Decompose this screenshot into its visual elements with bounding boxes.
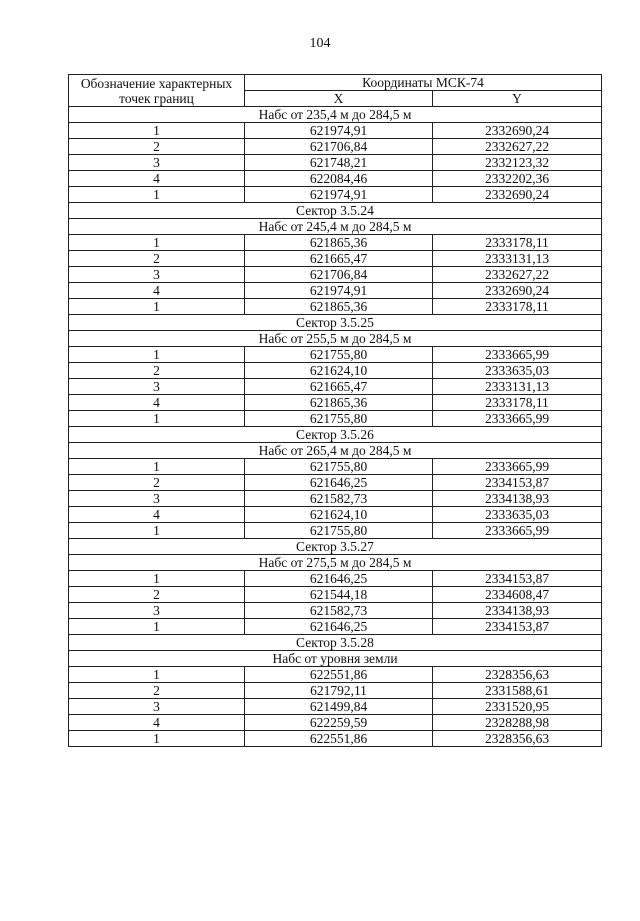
section-row [69, 315, 602, 331]
table-row [69, 411, 602, 427]
section-title: Набс от 235,4 м до 284,5 м [69, 107, 602, 123]
point-number-cell: 1 [69, 523, 245, 539]
table-row [69, 587, 602, 603]
x-coordinate-cell: 621865,36 [245, 299, 433, 315]
section-row [69, 539, 602, 555]
y-coordinate-cell: 2332627,22 [433, 139, 602, 155]
x-coordinate-cell: 622551,86 [245, 731, 433, 747]
x-coordinate-cell: 621499,84 [245, 699, 433, 715]
section-row [69, 219, 602, 235]
point-number-cell: 2 [69, 139, 245, 155]
x-coordinate-cell: 621582,73 [245, 491, 433, 507]
x-coordinate-cell: 621974,91 [245, 283, 433, 299]
x-coordinate-cell: 622259,59 [245, 715, 433, 731]
table-row [69, 123, 602, 139]
y-coordinate-cell: 2333131,13 [433, 251, 602, 267]
table-row [69, 715, 602, 731]
x-coordinate-cell: 622084,46 [245, 171, 433, 187]
section-title: Сектор 3.5.24 [69, 203, 602, 219]
y-coordinate-cell: 2334153,87 [433, 571, 602, 587]
y-coordinate-cell: 2332690,24 [433, 187, 602, 203]
y-coordinate-cell: 2328356,63 [433, 731, 602, 747]
y-coordinate-cell: 2331520,95 [433, 699, 602, 715]
section-title: Набс от 245,4 м до 284,5 м [69, 219, 602, 235]
point-number-cell: 1 [69, 299, 245, 315]
point-number-cell: 4 [69, 395, 245, 411]
section-row [69, 635, 602, 651]
point-number-cell: 2 [69, 475, 245, 491]
x-coordinate-cell: 621624,10 [245, 363, 433, 379]
table-row [69, 187, 602, 203]
table-row [69, 251, 602, 267]
point-number-cell: 2 [69, 683, 245, 699]
x-column-header: X [245, 91, 433, 107]
y-coordinate-cell: 2332202,36 [433, 171, 602, 187]
y-coordinate-cell: 2333178,11 [433, 395, 602, 411]
y-coordinate-cell: 2333635,03 [433, 363, 602, 379]
point-number-cell: 1 [69, 731, 245, 747]
x-coordinate-cell: 621755,80 [245, 347, 433, 363]
point-number-cell: 4 [69, 171, 245, 187]
x-coordinate-cell: 621865,36 [245, 395, 433, 411]
y-coordinate-cell: 2333131,13 [433, 379, 602, 395]
point-number-cell: 1 [69, 619, 245, 635]
table-row [69, 363, 602, 379]
x-coordinate-cell: 621865,36 [245, 235, 433, 251]
section-row [69, 203, 602, 219]
section-title: Сектор 3.5.25 [69, 315, 602, 331]
y-coordinate-cell: 2333665,99 [433, 523, 602, 539]
point-number-cell: 1 [69, 235, 245, 251]
table-row [69, 155, 602, 171]
x-coordinate-cell: 621665,47 [245, 379, 433, 395]
x-coordinate-cell: 622551,86 [245, 667, 433, 683]
y-coordinate-cell: 2333635,03 [433, 507, 602, 523]
table-row [69, 475, 602, 491]
y-coordinate-cell: 2328356,63 [433, 667, 602, 683]
section-row [69, 427, 602, 443]
section-title: Сектор 3.5.26 [69, 427, 602, 443]
y-coordinate-cell: 2334138,93 [433, 603, 602, 619]
y-coordinate-cell: 2333665,99 [433, 411, 602, 427]
table-row [69, 347, 602, 363]
x-coordinate-cell: 621974,91 [245, 187, 433, 203]
point-number-cell: 3 [69, 699, 245, 715]
section-title: Сектор 3.5.28 [69, 635, 602, 651]
y-coordinate-cell: 2333665,99 [433, 459, 602, 475]
y-coordinate-cell: 2332627,22 [433, 267, 602, 283]
table-row [69, 139, 602, 155]
y-coordinate-cell: 2333665,99 [433, 347, 602, 363]
table-row [69, 235, 602, 251]
table-header [69, 75, 602, 107]
section-row [69, 107, 602, 123]
y-coordinate-cell: 2334153,87 [433, 475, 602, 491]
x-coordinate-cell: 621792,11 [245, 683, 433, 699]
table-row [69, 395, 602, 411]
point-number-cell: 2 [69, 251, 245, 267]
point-number-cell: 1 [69, 667, 245, 683]
point-number-cell: 3 [69, 491, 245, 507]
table-row [69, 267, 602, 283]
y-column-header: Y [433, 91, 602, 107]
point-number-cell: 2 [69, 587, 245, 603]
point-number-cell: 3 [69, 155, 245, 171]
table-row [69, 619, 602, 635]
section-row [69, 443, 602, 459]
x-coordinate-cell: 621755,80 [245, 459, 433, 475]
table-row [69, 571, 602, 587]
x-coordinate-cell: 621706,84 [245, 267, 433, 283]
point-number-cell: 1 [69, 459, 245, 475]
table-row [69, 283, 602, 299]
section-row [69, 555, 602, 571]
y-coordinate-cell: 2332690,24 [433, 283, 602, 299]
section-row [69, 651, 602, 667]
coords-header: Координаты МСК-74 [245, 75, 602, 91]
section-title: Сектор 3.5.27 [69, 539, 602, 555]
table-row [69, 459, 602, 475]
section-title: Набс от 255,5 м до 284,5 м [69, 331, 602, 347]
table-row [69, 731, 602, 747]
y-coordinate-cell: 2332123,32 [433, 155, 602, 171]
point-number-cell: 4 [69, 507, 245, 523]
point-number-cell: 1 [69, 187, 245, 203]
section-title: Набс от 275,5 м до 284,5 м [69, 555, 602, 571]
page-number: 104 [309, 36, 331, 51]
table-row [69, 523, 602, 539]
point-number-cell: 4 [69, 283, 245, 299]
table-row [69, 299, 602, 315]
x-coordinate-cell: 621582,73 [245, 603, 433, 619]
y-coordinate-cell: 2333178,11 [433, 299, 602, 315]
point-number-cell: 1 [69, 123, 245, 139]
x-coordinate-cell: 621646,25 [245, 619, 433, 635]
table-row [69, 667, 602, 683]
point-number-cell: 1 [69, 571, 245, 587]
table-row [69, 491, 602, 507]
table-row [69, 379, 602, 395]
x-coordinate-cell: 621755,80 [245, 523, 433, 539]
point-number-cell: 2 [69, 363, 245, 379]
y-coordinate-cell: 2334138,93 [433, 491, 602, 507]
coordinates-table [68, 74, 602, 747]
point-number-cell: 3 [69, 267, 245, 283]
table-row [69, 603, 602, 619]
x-coordinate-cell: 621974,91 [245, 123, 433, 139]
table-body [69, 107, 602, 747]
point-number-cell: 3 [69, 379, 245, 395]
x-coordinate-cell: 621748,21 [245, 155, 433, 171]
point-number-cell: 1 [69, 347, 245, 363]
y-coordinate-cell: 2333178,11 [433, 235, 602, 251]
table-row [69, 171, 602, 187]
x-coordinate-cell: 621646,25 [245, 475, 433, 491]
y-coordinate-cell: 2334153,87 [433, 619, 602, 635]
point-number-cell: 4 [69, 715, 245, 731]
y-coordinate-cell: 2328288,98 [433, 715, 602, 731]
table-row [69, 507, 602, 523]
point-number-cell: 1 [69, 411, 245, 427]
x-coordinate-cell: 621624,10 [245, 507, 433, 523]
point-number-cell: 3 [69, 603, 245, 619]
section-title: Набс от уровня земли [69, 651, 602, 667]
section-title: Набс от 265,4 м до 284,5 м [69, 443, 602, 459]
table-row [69, 699, 602, 715]
x-coordinate-cell: 621706,84 [245, 139, 433, 155]
y-coordinate-cell: 2332690,24 [433, 123, 602, 139]
x-coordinate-cell: 621646,25 [245, 571, 433, 587]
x-coordinate-cell: 621544,18 [245, 587, 433, 603]
x-coordinate-cell: 621755,80 [245, 411, 433, 427]
point-label-header: Обозначение характерных точек границ [69, 75, 245, 107]
y-coordinate-cell: 2331588,61 [433, 683, 602, 699]
table-row [69, 683, 602, 699]
x-coordinate-cell: 621665,47 [245, 251, 433, 267]
section-row [69, 331, 602, 347]
y-coordinate-cell: 2334608,47 [433, 587, 602, 603]
